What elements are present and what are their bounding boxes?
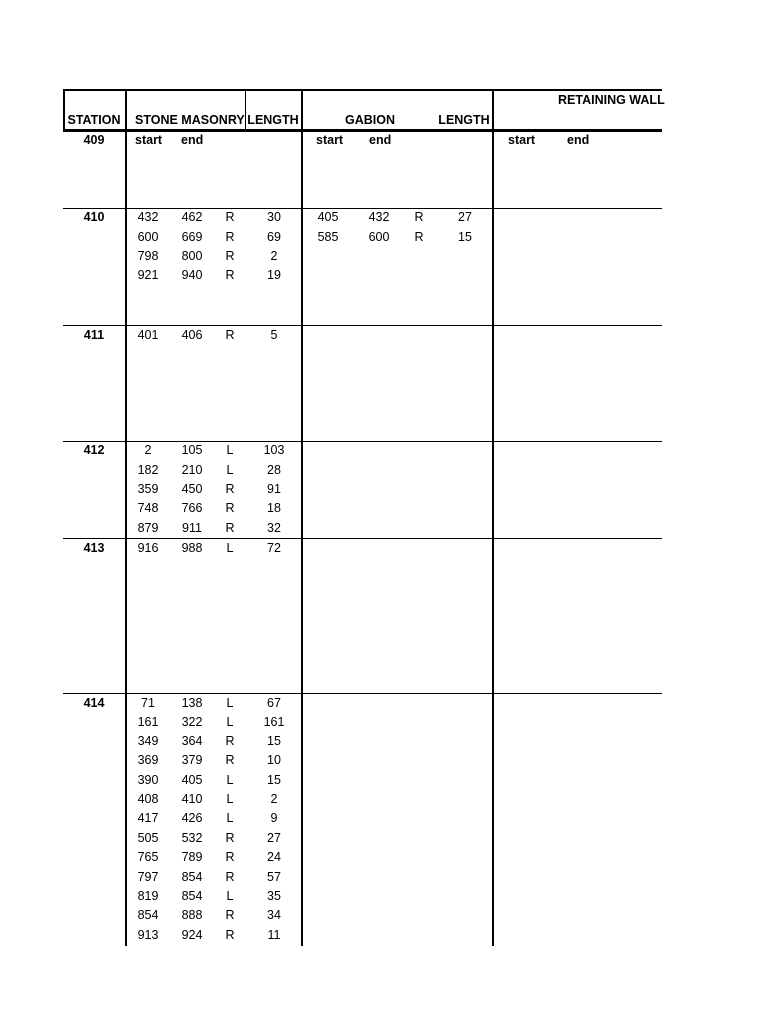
- masonry-start: 505: [137, 831, 159, 845]
- station-id: 411: [83, 328, 105, 342]
- masonry-side: R: [225, 831, 235, 845]
- masonry-side: R: [225, 268, 235, 282]
- masonry-start: 349: [137, 734, 159, 748]
- masonry-start-label: start: [135, 133, 163, 147]
- masonry-end: 406: [181, 328, 203, 342]
- masonry-length: 28: [267, 463, 281, 477]
- masonry-start: 819: [137, 889, 159, 903]
- masonry-side: R: [225, 870, 235, 884]
- gabion-end: 600: [368, 230, 390, 244]
- gabion-side: R: [414, 230, 424, 244]
- masonry-side: R: [225, 249, 235, 263]
- masonry-length: 18: [267, 501, 281, 515]
- gabion-start: 585: [317, 230, 339, 244]
- table-left-border: [63, 89, 65, 132]
- masonry-start: 408: [137, 792, 159, 806]
- retaining-start-label: start: [508, 133, 536, 147]
- masonry-length: 15: [267, 734, 281, 748]
- header-retaining-wall: RETAINING WALL: [558, 93, 665, 107]
- masonry-end: 854: [181, 889, 203, 903]
- masonry-start: 369: [137, 753, 159, 767]
- masonry-length: 11: [267, 928, 281, 942]
- row-separator: [63, 208, 662, 209]
- masonry-end: 322: [181, 715, 203, 729]
- masonry-end: 924: [181, 928, 203, 942]
- masonry-end: 854: [181, 870, 203, 884]
- masonry-end: 988: [181, 541, 203, 555]
- masonry-end: 669: [181, 230, 203, 244]
- masonry-start: 390: [137, 773, 159, 787]
- masonry-end: 364: [181, 734, 203, 748]
- masonry-side: R: [225, 850, 235, 864]
- masonry-side: R: [225, 928, 235, 942]
- masonry-side: L: [226, 792, 234, 806]
- masonry-side: R: [225, 328, 235, 342]
- masonry-length: 2: [270, 249, 278, 263]
- masonry-length-divider: [245, 89, 246, 130]
- masonry-length: 30: [267, 210, 281, 224]
- masonry-length: 32: [267, 521, 281, 535]
- masonry-end: 911: [182, 521, 202, 535]
- masonry-length: 103: [263, 443, 285, 457]
- header-length-masonry: LENGTH: [247, 113, 299, 127]
- masonry-end: 210: [181, 463, 203, 477]
- masonry-side: L: [226, 541, 234, 555]
- row-separator: [63, 538, 662, 539]
- masonry-end: 105: [181, 443, 203, 457]
- masonry-end: 138: [181, 696, 203, 710]
- masonry-side: L: [226, 811, 234, 825]
- masonry-side: L: [226, 773, 234, 787]
- masonry-end: 405: [181, 773, 203, 787]
- masonry-start: 359: [137, 482, 159, 496]
- masonry-end: 800: [181, 249, 203, 263]
- masonry-start: 765: [137, 850, 159, 864]
- masonry-start: 916: [137, 541, 159, 555]
- station-id: 410: [83, 210, 105, 224]
- masonry-start: 161: [137, 715, 159, 729]
- masonry-end: 379: [181, 753, 203, 767]
- masonry-end: 462: [181, 210, 203, 224]
- masonry-end: 450: [181, 482, 203, 496]
- gabion-end-label: end: [369, 133, 392, 147]
- masonry-side: R: [225, 753, 235, 767]
- masonry-length: 35: [267, 889, 281, 903]
- masonry-side: L: [226, 443, 234, 457]
- masonry-side: R: [225, 908, 235, 922]
- gabion-length: 27: [458, 210, 472, 224]
- station-id: 409: [83, 133, 105, 147]
- header-bottom-border: [63, 129, 662, 132]
- masonry-side: R: [225, 521, 235, 535]
- masonry-end: 532: [181, 831, 203, 845]
- masonry-end: 410: [181, 792, 203, 806]
- masonry-length: 19: [267, 268, 281, 282]
- masonry-start: 748: [137, 501, 159, 515]
- row-separator: [63, 693, 662, 694]
- masonry-end: 426: [181, 811, 203, 825]
- station-column-divider: [125, 89, 127, 946]
- gabion-start: 405: [317, 210, 339, 224]
- masonry-length: 57: [267, 870, 281, 884]
- gabion-length: 15: [458, 230, 472, 244]
- masonry-end-label: end: [181, 133, 204, 147]
- masonry-start: 2: [144, 443, 152, 457]
- masonry-start: 921: [137, 268, 159, 282]
- masonry-end: 789: [181, 850, 203, 864]
- masonry-length: 2: [270, 792, 278, 806]
- masonry-side: R: [225, 734, 235, 748]
- header-length-gabion: LENGTH: [438, 113, 490, 127]
- masonry-side: R: [225, 501, 235, 515]
- gabion-retaining-divider: [492, 89, 494, 946]
- masonry-side: R: [225, 210, 235, 224]
- masonry-length: 69: [267, 230, 281, 244]
- station-id: 414: [83, 696, 105, 710]
- masonry-side: R: [225, 482, 235, 496]
- masonry-side: L: [226, 463, 234, 477]
- masonry-end: 766: [181, 501, 203, 515]
- masonry-length: 27: [267, 831, 281, 845]
- masonry-length: 34: [267, 908, 281, 922]
- masonry-side: L: [226, 889, 234, 903]
- masonry-length: 161: [263, 715, 285, 729]
- masonry-length: 72: [267, 541, 281, 555]
- masonry-start: 854: [137, 908, 159, 922]
- masonry-start: 182: [137, 463, 159, 477]
- masonry-length: 10: [267, 753, 281, 767]
- station-id: 412: [83, 443, 105, 457]
- masonry-length: 91: [267, 482, 281, 496]
- header-station: STATION: [67, 113, 121, 127]
- masonry-start: 401: [137, 328, 159, 342]
- masonry-length: 5: [270, 328, 278, 342]
- masonry-length: 67: [267, 696, 281, 710]
- gabion-side: R: [414, 210, 424, 224]
- masonry-start: 417: [137, 811, 159, 825]
- masonry-length: 9: [270, 811, 278, 825]
- masonry-side: L: [226, 715, 234, 729]
- gabion-end: 432: [368, 210, 390, 224]
- header-stone-masonry: STONE MASONRY: [135, 113, 245, 127]
- retaining-end-label: end: [567, 133, 590, 147]
- masonry-start: 71: [141, 696, 155, 710]
- row-separator: [63, 441, 662, 442]
- masonry-end: 888: [181, 908, 203, 922]
- masonry-gabion-divider: [301, 89, 303, 946]
- masonry-length: 15: [267, 773, 281, 787]
- masonry-side: R: [225, 230, 235, 244]
- masonry-end: 940: [181, 268, 203, 282]
- masonry-start: 600: [137, 230, 159, 244]
- masonry-start: 432: [137, 210, 159, 224]
- masonry-start: 879: [137, 521, 159, 535]
- station-id: 413: [83, 541, 105, 555]
- table-top-border: [63, 89, 662, 91]
- masonry-side: L: [226, 696, 234, 710]
- row-separator: [63, 325, 662, 326]
- masonry-start: 797: [137, 870, 159, 884]
- gabion-start-label: start: [316, 133, 344, 147]
- masonry-start: 798: [137, 249, 159, 263]
- masonry-start: 913: [137, 928, 159, 942]
- header-gabion: GABION: [345, 113, 395, 127]
- masonry-length: 24: [267, 850, 281, 864]
